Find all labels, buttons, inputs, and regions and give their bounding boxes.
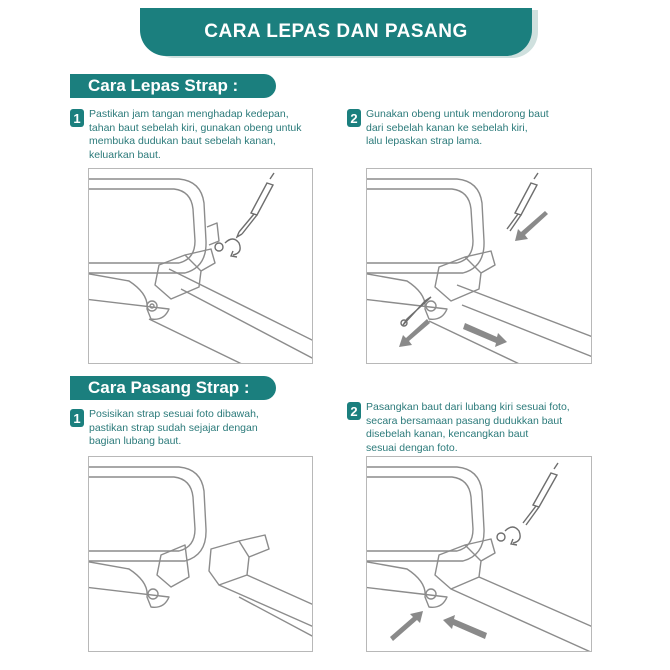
page-title: CARA LEPAS DAN PASANG [204, 21, 468, 42]
illustration-lepas-2 [366, 168, 592, 364]
section-heading-lepas: Cara Lepas Strap : [70, 74, 276, 98]
step-number: 1 [70, 409, 84, 427]
lepas-step-2 [347, 108, 549, 149]
pasang-step-1 [70, 408, 259, 449]
lepas-step-1 [70, 108, 302, 162]
pasang-step-2 [347, 401, 570, 455]
illustration-pasang-2 [366, 456, 592, 652]
step-text: Pastikan jam tangan menghadap kedepan, tahan baut sebelah kiri, gunakan obeng untuk membuka dudukan baut sebelah kanan, keluarkan baut. [89, 108, 302, 161]
step-number: 1 [70, 109, 84, 127]
screwdriver-icon [523, 463, 558, 525]
illustration-lepas-1 [88, 168, 313, 364]
step-text: Posisikan strap sesuai foto dibawah, pastikan strap sudah sejajar dengan bagian lubang baut. [89, 408, 259, 447]
strap [149, 269, 313, 364]
step-number: 2 [347, 109, 361, 127]
illustration-pasang-1 [88, 456, 313, 652]
rotate-arrow-icon [497, 527, 520, 545]
section-heading-pasang: Cara Pasang Strap : [70, 376, 276, 400]
step-number: 2 [347, 402, 361, 420]
step-text: Pasangkan baut dari lubang kiri sesuai foto, secara bersamaan pasang dudukkan baut disebelah kanan, kencangkan baut sesuai dengan foto. [366, 401, 570, 454]
push-arrow-icon [390, 611, 487, 641]
step-text: Gunakan obeng untuk mendorong baut dari sebelah kanan ke sebelah kiri, lalu lepaskan strap lama. [366, 108, 549, 147]
screwdriver-icon [237, 173, 274, 237]
title-banner [140, 8, 532, 56]
